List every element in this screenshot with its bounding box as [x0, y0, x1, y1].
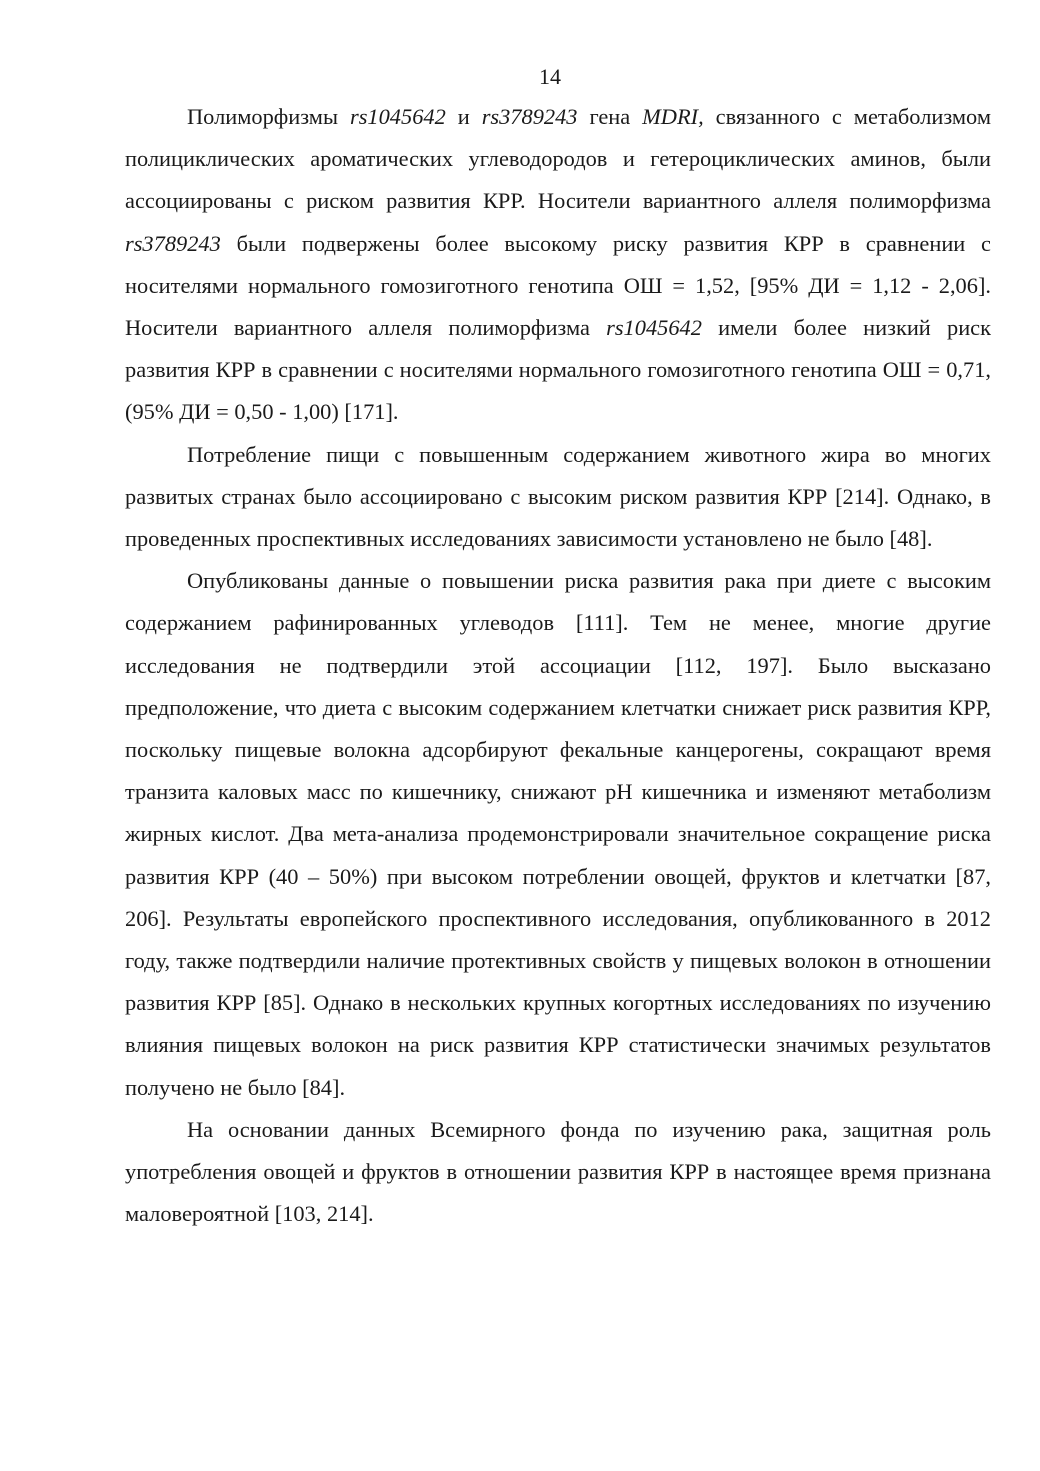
paragraph [125, 1109, 991, 1236]
italic-text-run: MDRI, [642, 104, 704, 129]
text-run: и [445, 104, 482, 129]
paragraph [125, 434, 991, 561]
page-number: 14 [539, 64, 561, 89]
document-body [125, 96, 991, 1235]
paragraph [125, 96, 991, 434]
text-run: гена [577, 104, 643, 129]
text-run: связанного с метаболизмом полициклических ароматических углеводородов и гетероциклических аминов, были ассоциированы с риском развития КРР. Носители вариантного аллеля полиморфизма [125, 104, 991, 214]
italic-text-run: rs1045642 [606, 315, 702, 341]
text-run: были подвержены более высокому риску развития КРР в сравнении с носителями нормального гомозиготного генотипа ОШ = 1,52, [95% ДИ = 1,12 - 2,06]. Носители вариантного аллеля полиморфизма [125, 230, 991, 341]
text-run: Полиморфизмы [187, 104, 350, 129]
paragraph [125, 560, 991, 1109]
text-run: На основании данных Всемирного фонда по изучению рака, защитная роль употребления овощей и фруктов в отношении развития КРР в настоящее время признана маловероятной [103, 214]. [125, 1116, 991, 1227]
text-run: Опубликованы данные о повышении риска развития рака при диете с высоким содержанием рафинированных углеводов [111]. Тем не менее, многие другие исследования не подтвердили этой ассоциации [112, 197]. Было высказано предположение, что диета с высоким содержанием клетчатки снижает риск развития КРР, поскольку пищевые волокна адсорбируют фекальные канцерогены, сокращают время транзита каловых масс по кишечнику, снижают pH кишечника и изменяют метаболизм жирных кислот. Два мета-анализа продемонстрировали значительное сокращение риска развития КРР (40 – 50%) при высоком потреблении овощей, фруктов и клетчатки [87, 206]. Результаты европейского проспективного исследования, опубликованного в 2012 году, также подтвердили наличие протективных свойств у пищевых волокон в отношении развития КРР [85]. Однако в нескольких крупных когортных исследованиях по изучению влияния пищевых волокон на риск развития КРР статистически значимых результатов получено не было [84]. [125, 568, 991, 1100]
italic-text-run: rs1045642 [349, 104, 446, 129]
italic-text-run: rs3789243 [125, 230, 221, 256]
italic-text-run: rs3789243 [481, 104, 578, 129]
text-run: Потребление пищи с повышенным содержанием животного жира во многих развитых странах было ассоциировано с высоким риском развития КРР [214]. Однако, в проведенных проспективных исследованиях зависимости установлено не было [48]. [125, 441, 991, 552]
text-run: имели более низкий риск развития КРР в сравнении с носителями нормального гомозиготного генотипа ОШ = 0,71, (95% ДИ = 0,50 - 1,00) [171]. [125, 315, 991, 425]
